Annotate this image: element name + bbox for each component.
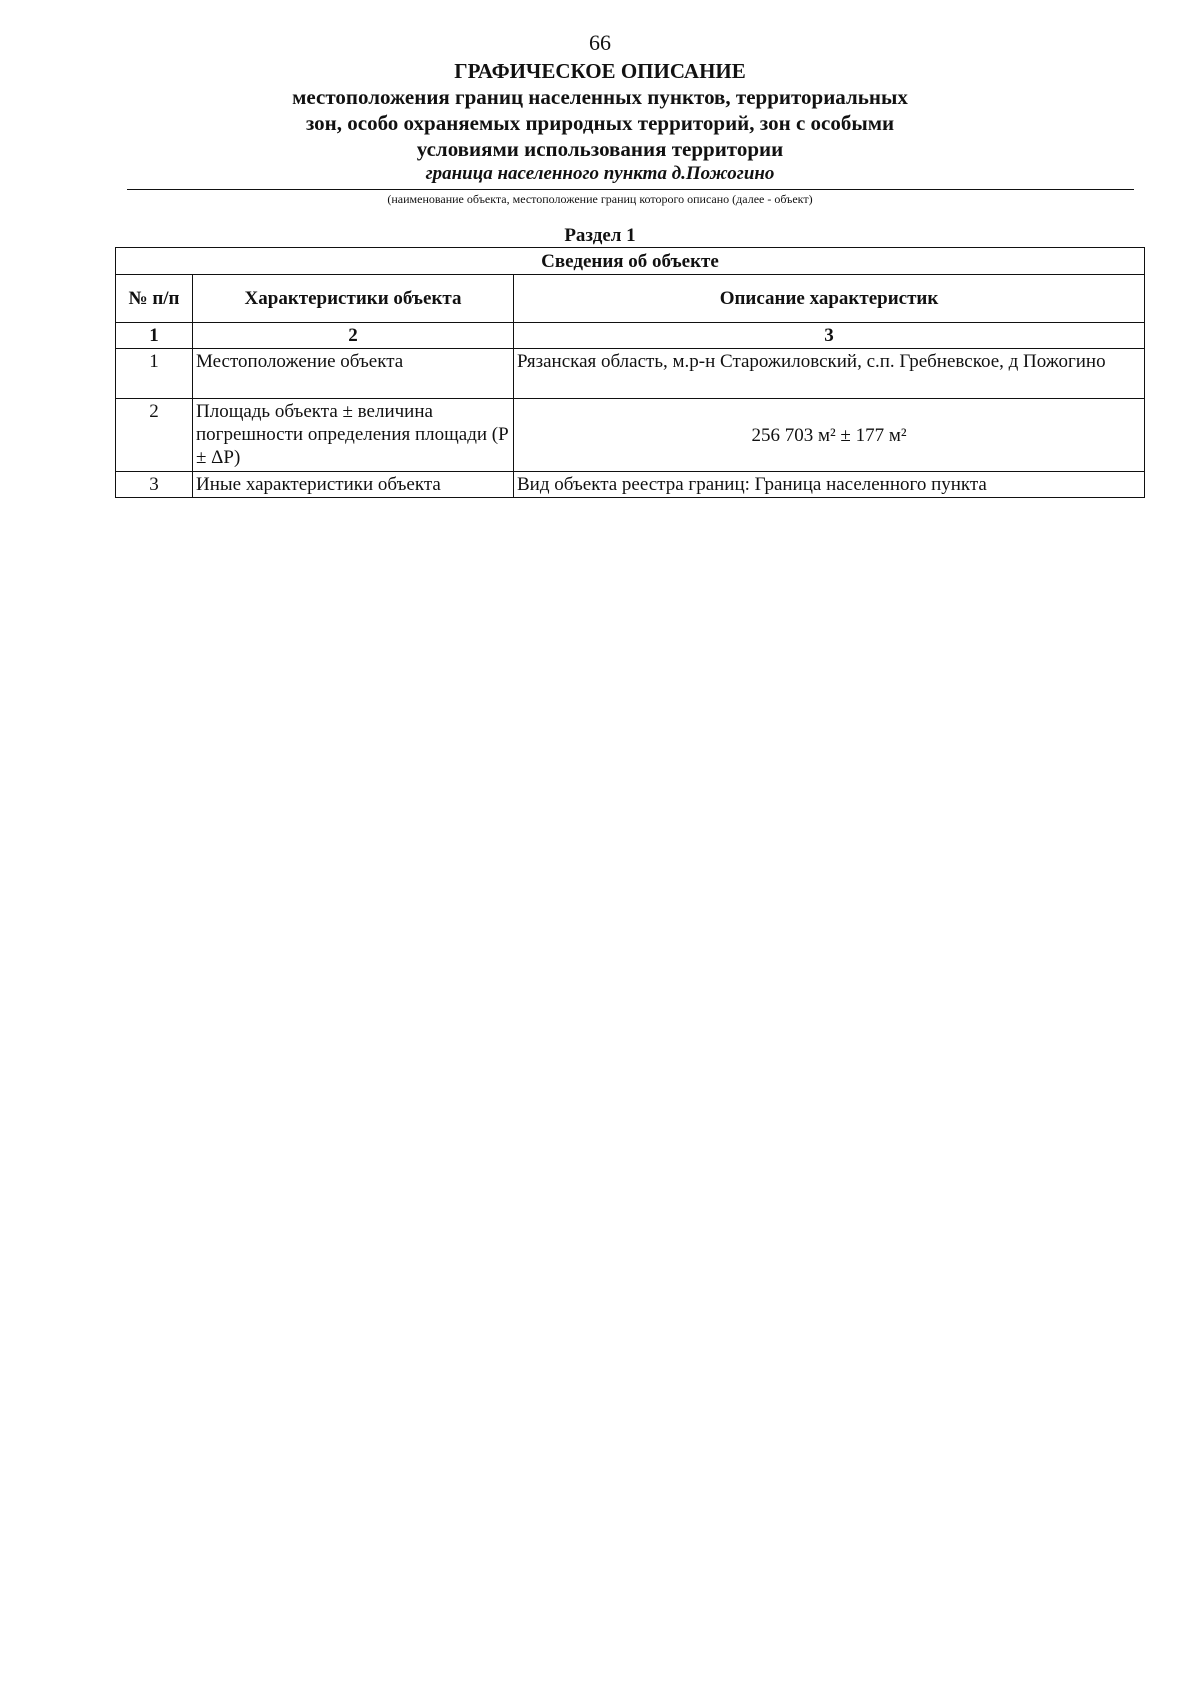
object-name-caption: (наименование объекта, местоположение границ которого описано (далее - объект) <box>387 192 813 206</box>
row-number: 1 <box>116 349 193 399</box>
column-index-1: 1 <box>116 323 193 349</box>
title-line-2: местоположения границ населенных пунктов, территориальных <box>292 85 908 109</box>
column-index-3: 3 <box>514 323 1145 349</box>
title-line-4: условиями использования территории <box>416 137 784 161</box>
row-characteristic: Иные характеристики объекта <box>193 472 514 498</box>
table-row <box>116 349 1145 399</box>
header-number: № п/п <box>116 275 193 323</box>
object-info-table <box>115 247 1145 498</box>
header-characteristics: Характеристики объекта <box>193 275 514 323</box>
page-number: 66 <box>589 30 611 55</box>
column-index-row <box>116 323 1145 349</box>
row-number: 3 <box>116 472 193 498</box>
row-description: 256 703 м² ± 177 м² <box>514 399 1145 472</box>
section-title: Раздел 1 <box>564 225 636 246</box>
object-name: граница населенного пункта д.Пожогино <box>425 163 775 184</box>
title-line-3: зон, особо охраняемых природных территорий, зон с особыми <box>305 111 895 135</box>
table-header-row <box>116 275 1145 323</box>
table-row <box>116 472 1145 498</box>
table-row <box>116 399 1145 472</box>
row-description: Вид объекта реестра границ: Граница населенного пункта <box>514 472 1145 498</box>
table-title: Сведения об объекте <box>116 248 1145 275</box>
row-characteristic: Местоположение объекта <box>193 349 514 399</box>
title-line-1: ГРАФИЧЕСКОЕ ОПИСАНИЕ <box>454 59 746 83</box>
underline-rule <box>127 189 1134 190</box>
table-title-row <box>116 248 1145 275</box>
row-description: Рязанская область, м.р-н Старожиловский, с.п. Гребневское, д Пожогино <box>514 349 1145 399</box>
column-index-2: 2 <box>193 323 514 349</box>
header-description: Описание характеристик <box>514 275 1145 323</box>
row-number: 2 <box>116 399 193 472</box>
document-title <box>0 58 1200 162</box>
row-characteristic: Площадь объекта ± величина погрешности определения площади (Р ± ΔР) <box>193 399 514 472</box>
